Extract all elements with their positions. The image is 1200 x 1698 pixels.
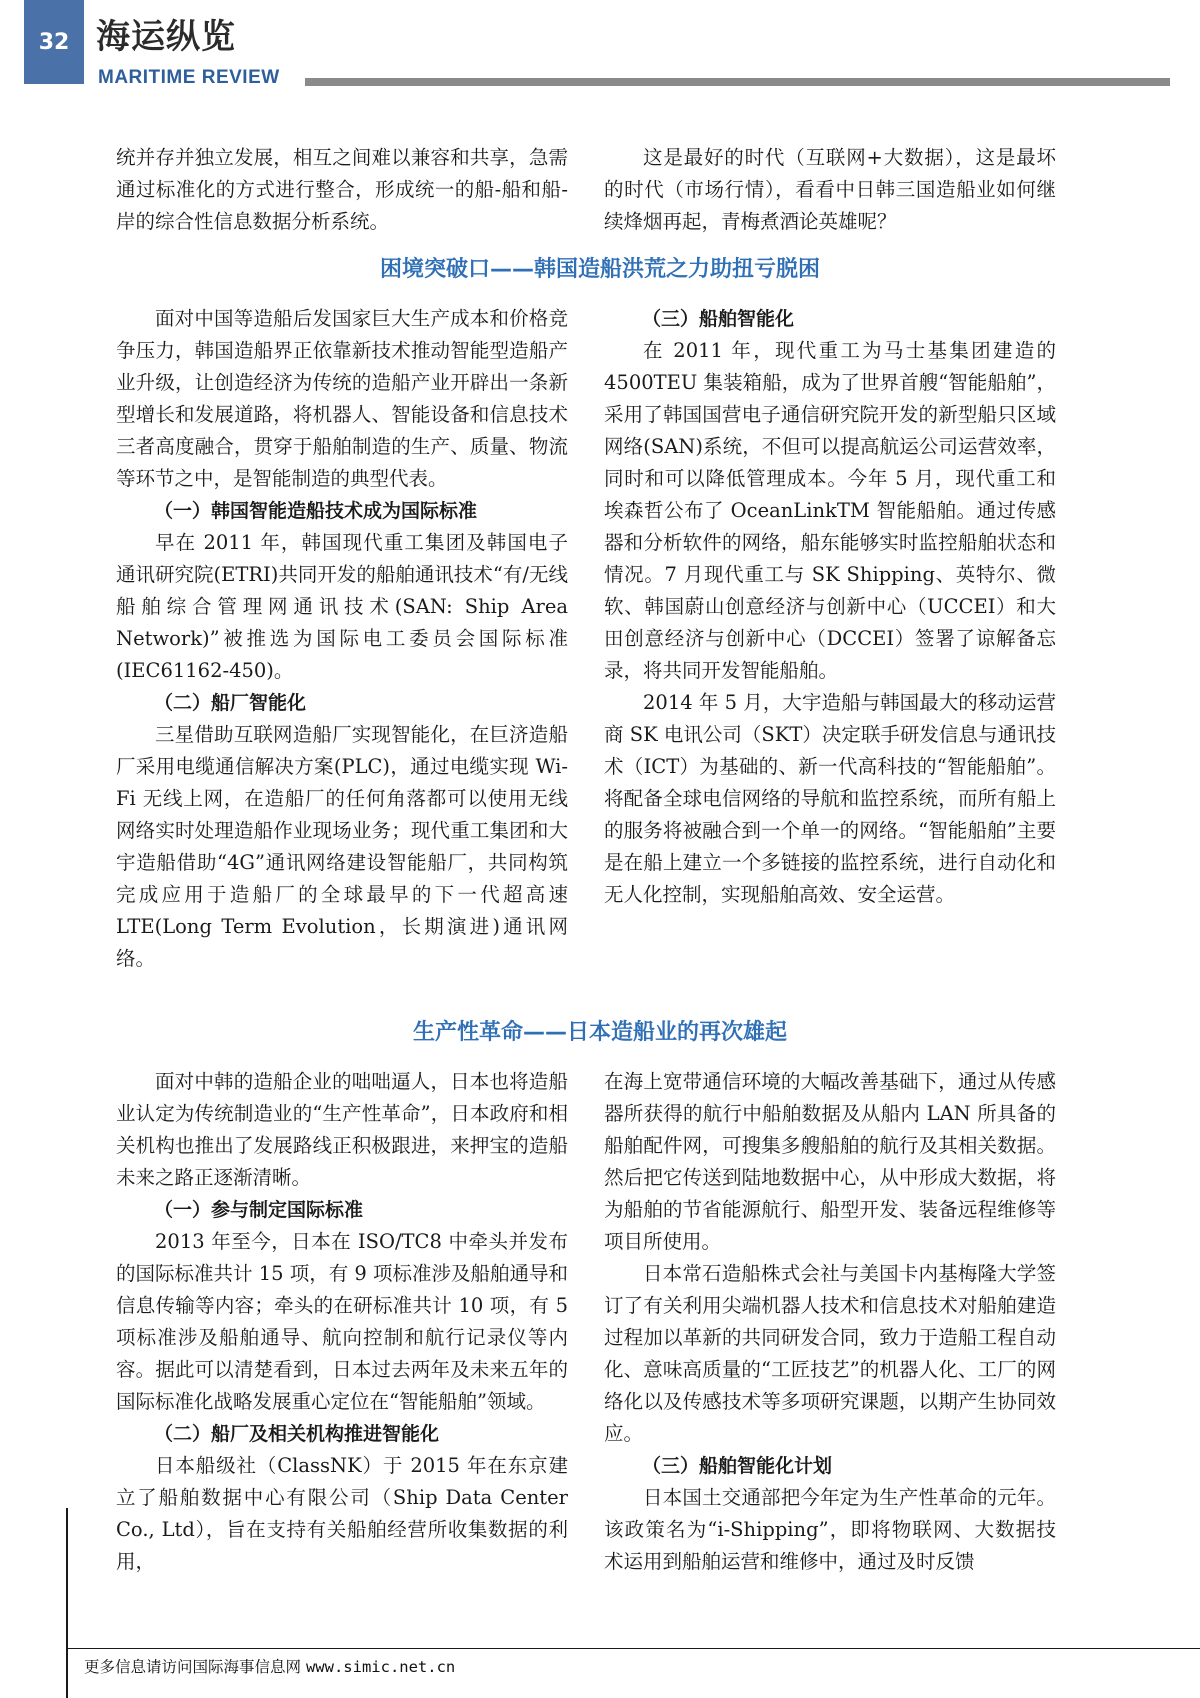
section2-right-column <box>604 1066 1056 1578</box>
paragraph: 2013 年至今，日本在 ISO/TC8 中牵头并发布的国际标准共计 15 项，有 9 项标准涉及船舶通导和信息传输等内容；牵头的在研标准共计 10 项，有 5 项标准涉及船舶通导、航向控制和航行记录仪等内容。据此可以清楚看到，日本过去两年及未来五年的国际标准化战略发展重心定位在“智能船舶”领域。 <box>116 1230 569 1413</box>
magazine-subtitle <box>98 68 280 87</box>
paragraph: 三星借助互联网造船厂实现智能化，在巨济造船厂采用电缆通信解决方案(PLC)，通过电缆实现 Wi-Fi 无线上网，在造船厂的任何角落都可以使用无线网络实时处理造船作业现场业务；现代重工集团和大宇造船借助“4G”通讯网络建设智能船厂，共同构筑完成应用于造船厂的全球最早的下一代超高速 LTE(Long Term Evolution，长期演进)通讯网络。 <box>116 723 568 970</box>
subheading: （二）船厂及相关机构推进智能化 <box>154 1423 440 1445</box>
subheading: （三）船舶智能化 <box>642 308 795 330</box>
paragraph: 日本国土交通部把今年定为生产性革命的元年。该政策名为“i-Shipping”，即将物联网、大数据技术运用到船舶运营和维修中，通过及时反馈 <box>604 1486 1056 1573</box>
top-left-column <box>116 142 568 238</box>
section1-left-column <box>116 303 568 975</box>
section-heading-japan: 生产性革命——日本造船业的再次雄起 <box>412 1020 787 1045</box>
footer-url[interactable]: www.simic.net.cn <box>305 1658 456 1676</box>
section2-left-column <box>116 1066 568 1578</box>
paragraph: 面对中国等造船后发国家巨大生产成本和价格竞争压力，韩国造船界正依靠新技术推动智能型造船产业升级，让创造经济为传统的造船产业开辟出一条新型增长和发展道路，将机器人、智能设备和信息技术三者高度融合，贯穿于船舶制造的生产、质量、物流等环节之中，是智能制造的典型代表。 <box>116 307 568 490</box>
paragraph: 这是最好的时代（互联网+大数据），这是最坏的时代（市场行情），看看中日韩三国造船业如何继续烽烟再起，青梅煮酒论英雄呢？ <box>604 146 1056 233</box>
paragraph: 统并存并独立发展，相互之间难以兼容和共享，急需通过标准化的方式进行整合，形成统一的船-船和船-岸的综合性信息数据分析系统。 <box>116 146 568 233</box>
margin-rule <box>66 1508 68 1698</box>
subtitle-part1: MARITIME <box>98 67 196 88</box>
paragraph: 2014 年 5 月，大宇造船与韩国最大的移动运营商 SK 电讯公司（SKT）决定联手研发信息与通讯技术（ICT）为基础的、新一代高科技的“智能船舶”。将配备全球电信网络的导航和监控系统，而所有船上的服务将被融合到一个单一的网络。“智能船舶”主要是在船上建立一个多链接的监控系统，进行自动化和无人化控制，实现船舶高效、安全运营。 <box>604 691 1056 906</box>
footer-rule <box>66 1648 1200 1649</box>
subheading: （三）船舶智能化计划 <box>642 1455 833 1477</box>
footer <box>84 1655 455 1677</box>
magazine-title: 海运纵览 <box>96 17 236 57</box>
subheading: （一）参与制定国际标准 <box>154 1199 364 1221</box>
header-rule <box>305 78 1170 86</box>
paragraph: 日本常石造船株式会社与美国卡内基梅隆大学签订了有关利用尖端机器人技术和信息技术对船舶建造过程加以革新的共同研发合同，致力于造船工程自动化、意味高质量的“工匠技艺”的机器人化、工厂的网络化以及传感技术等多项研究课题，以期产生协同效应。 <box>604 1262 1056 1445</box>
paragraph: 早在 2011 年，韩国现代重工集团及韩国电子通讯研究院(ETRI)共同开发的船舶通讯技术“有/无线船舶综合管理网通讯技术(SAN: Ship Area Network)”被推选为国际电工委员会国际标准(IEC61162-450)。 <box>116 531 568 682</box>
paragraph: 面对中韩的造船企业的咄咄逼人，日本也将造船业认定为传统制造业的“生产性革命”，日本政府和相关机构也推出了发展路线正积极跟进，来押宝的造船未来之路正逐渐清晰。 <box>116 1070 568 1189</box>
paragraph: 在海上宽带通信环境的大幅改善基础下，通过从传感器所获得的航行中船舶数据及从船内 LAN 所具备的船舶配件网，可搜集多艘船舶的航行及其相关数据。然后把它传送到陆地数据中心，从中形成大数据，将为船舶的节省能源航行、船型开发、装备远程维修等项目所使用。 <box>604 1070 1056 1253</box>
paragraph: 在 2011 年，现代重工为马士基集团建造的 4500TEU 集装箱船，成为了世界首艘“智能船舶”，采用了韩国国营电子通信研究院开发的新型船只区域网络(SAN)系统，不但可以提高航运公司运营效率，同时和可以降低管理成本。今年 5 月，现代重工和埃森哲公布了 OceanLinkTM 智能船舶。通过传感器和分析软件的网络，船东能够实时监控船舶状态和情况。7 月现代重工与 SK Shipping、英特尔、微软、韩国蔚山创意经济与创新中心（UCCEI）和大田创意经济与创新中心（DCCEI）签署了谅解备忘录，将共同开发智能船舶。 <box>604 339 1056 682</box>
page-number: 32 <box>24 0 84 84</box>
top-right-column <box>604 142 1056 238</box>
subheading: （二）船厂智能化 <box>154 692 307 714</box>
subheading: （一）韩国智能造船技术成为国际标准 <box>154 500 478 522</box>
section1-right-column <box>604 303 1056 911</box>
footer-text: 更多信息请访问国际海事信息网 <box>84 1658 302 1676</box>
section-heading-korea: 困境突破口——韩国造船洪荒之力助扭亏脱困 <box>379 257 820 282</box>
paragraph: 日本船级社（ClassNK）于 2015 年在东京建立了船舶数据中心有限公司（Ship Data Center Co., Ltd），旨在支持有关船舶经营所收集数据的利用， <box>116 1454 568 1573</box>
subtitle-part2: REVIEW <box>201 67 280 88</box>
